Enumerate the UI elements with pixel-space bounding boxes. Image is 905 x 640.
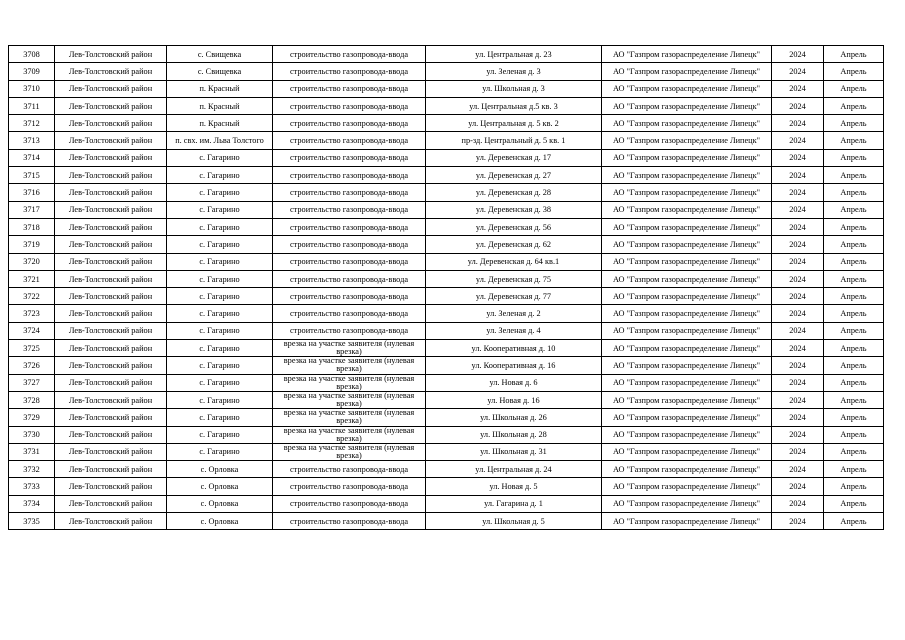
cell-month: Апрель (824, 97, 884, 114)
cell-address: ул. Деревенская д. 77 (426, 288, 602, 305)
cell-district: Лев-Толстовский район (55, 478, 167, 495)
cell-settlement: п. Красный (167, 80, 273, 97)
cell-year: 2024 (772, 495, 824, 512)
cell-organization: АО "Газпром газораспределение Липецк" (602, 322, 772, 339)
cell-row-number: 3730 (9, 426, 55, 443)
cell-district: Лев-Толстовский район (55, 201, 167, 218)
cell-address: ул. Кооперативная д. 10 (426, 340, 602, 357)
cell-year: 2024 (772, 201, 824, 218)
table-row (9, 201, 884, 218)
cell-address: ул. Зеленая д. 4 (426, 322, 602, 339)
cell-organization: АО "Газпром газораспределение Липецк" (602, 184, 772, 201)
cell-year: 2024 (772, 322, 824, 339)
cell-district: Лев-Толстовский район (55, 270, 167, 287)
cell-work-type: врезка на участке заявителя (нулевая врезка) (273, 391, 426, 408)
cell-work-type: строительство газопровода-ввода (273, 201, 426, 218)
cell-month: Апрель (824, 305, 884, 322)
cell-year: 2024 (772, 357, 824, 374)
cell-district: Лев-Толстовский район (55, 149, 167, 166)
cell-district: Лев-Толстовский район (55, 443, 167, 460)
cell-row-number: 3710 (9, 80, 55, 97)
table-row (9, 97, 884, 114)
cell-district: Лев-Толстовский район (55, 236, 167, 253)
cell-settlement: с. Гагарино (167, 184, 273, 201)
cell-settlement: с. Орловка (167, 495, 273, 512)
cell-year: 2024 (772, 478, 824, 495)
cell-settlement: с. Орловка (167, 513, 273, 530)
cell-row-number: 3724 (9, 322, 55, 339)
table-row (9, 132, 884, 149)
cell-settlement: с. Гагарино (167, 201, 273, 218)
table-row (9, 443, 884, 460)
document-page (8, 45, 884, 530)
cell-year: 2024 (772, 461, 824, 478)
table-row (9, 391, 884, 408)
cell-work-type: строительство газопровода-ввода (273, 97, 426, 114)
cell-row-number: 3716 (9, 184, 55, 201)
table-row (9, 374, 884, 391)
cell-district: Лев-Толстовский район (55, 409, 167, 426)
cell-work-type: строительство газопровода-ввода (273, 115, 426, 132)
cell-settlement: с. Гагарино (167, 357, 273, 374)
cell-address: ул. Центральная д. 24 (426, 461, 602, 478)
cell-year: 2024 (772, 270, 824, 287)
cell-month: Апрель (824, 115, 884, 132)
table-row (9, 340, 884, 357)
cell-settlement: с. Гагарино (167, 288, 273, 305)
cell-month: Апрель (824, 218, 884, 235)
cell-district: Лев-Толстовский район (55, 80, 167, 97)
cell-organization: АО "Газпром газораспределение Липецк" (602, 97, 772, 114)
cell-address: ул. Школьная д. 31 (426, 443, 602, 460)
cell-row-number: 3715 (9, 167, 55, 184)
cell-settlement: п. Красный (167, 97, 273, 114)
cell-organization: АО "Газпром газораспределение Липецк" (602, 201, 772, 218)
cell-month: Апрель (824, 391, 884, 408)
table-row (9, 218, 884, 235)
cell-month: Апрель (824, 236, 884, 253)
cell-row-number: 3726 (9, 357, 55, 374)
cell-settlement: с. Гагарино (167, 149, 273, 166)
cell-district: Лев-Толстовский район (55, 63, 167, 80)
cell-work-type: строительство газопровода-ввода (273, 253, 426, 270)
table-row (9, 270, 884, 287)
cell-address: ул. Деревенская д. 56 (426, 218, 602, 235)
cell-address: ул. Деревенская д. 17 (426, 149, 602, 166)
cell-address: ул. Новая д. 5 (426, 478, 602, 495)
cell-year: 2024 (772, 374, 824, 391)
cell-address: ул. Школьная д. 3 (426, 80, 602, 97)
cell-year: 2024 (772, 149, 824, 166)
cell-row-number: 3735 (9, 513, 55, 530)
table-row (9, 63, 884, 80)
cell-row-number: 3719 (9, 236, 55, 253)
cell-organization: АО "Газпром газораспределение Липецк" (602, 305, 772, 322)
cell-row-number: 3731 (9, 443, 55, 460)
data-table (8, 45, 884, 530)
cell-month: Апрель (824, 443, 884, 460)
cell-organization: АО "Газпром газораспределение Липецк" (602, 374, 772, 391)
cell-district: Лев-Толстовский район (55, 340, 167, 357)
cell-settlement: с. Гагарино (167, 236, 273, 253)
cell-settlement: с. Гагарино (167, 218, 273, 235)
cell-organization: АО "Газпром газораспределение Липецк" (602, 80, 772, 97)
cell-district: Лев-Толстовский район (55, 132, 167, 149)
cell-year: 2024 (772, 443, 824, 460)
cell-month: Апрель (824, 374, 884, 391)
cell-work-type: врезка на участке заявителя (нулевая врезка) (273, 426, 426, 443)
cell-organization: АО "Газпром газораспределение Липецк" (602, 288, 772, 305)
cell-year: 2024 (772, 46, 824, 63)
cell-settlement: с. Гагарино (167, 167, 273, 184)
table-row (9, 288, 884, 305)
cell-work-type: строительство газопровода-ввода (273, 63, 426, 80)
cell-organization: АО "Газпром газораспределение Липецк" (602, 46, 772, 63)
cell-work-type: строительство газопровода-ввода (273, 305, 426, 322)
cell-row-number: 3725 (9, 340, 55, 357)
cell-month: Апрель (824, 322, 884, 339)
table-row (9, 322, 884, 339)
cell-row-number: 3712 (9, 115, 55, 132)
cell-month: Апрель (824, 270, 884, 287)
cell-organization: АО "Газпром газораспределение Липецк" (602, 409, 772, 426)
table-row (9, 357, 884, 374)
cell-row-number: 3734 (9, 495, 55, 512)
cell-district: Лев-Толстовский район (55, 167, 167, 184)
cell-year: 2024 (772, 236, 824, 253)
cell-month: Апрель (824, 201, 884, 218)
cell-settlement: с. Свищевка (167, 46, 273, 63)
cell-work-type: строительство газопровода-ввода (273, 270, 426, 287)
cell-organization: АО "Газпром газораспределение Липецк" (602, 253, 772, 270)
cell-address: ул. Деревенская д. 75 (426, 270, 602, 287)
cell-district: Лев-Толстовский район (55, 374, 167, 391)
cell-row-number: 3714 (9, 149, 55, 166)
cell-settlement: с. Гагарино (167, 374, 273, 391)
cell-row-number: 3723 (9, 305, 55, 322)
cell-settlement: с. Орловка (167, 478, 273, 495)
cell-month: Апрель (824, 478, 884, 495)
cell-settlement: с. Гагарино (167, 305, 273, 322)
cell-row-number: 3720 (9, 253, 55, 270)
cell-row-number: 3713 (9, 132, 55, 149)
cell-month: Апрель (824, 149, 884, 166)
cell-year: 2024 (772, 409, 824, 426)
cell-address: ул. Школьная д. 28 (426, 426, 602, 443)
cell-district: Лев-Толстовский район (55, 461, 167, 478)
cell-settlement: с. Гагарино (167, 443, 273, 460)
table-row (9, 478, 884, 495)
cell-work-type: строительство газопровода-ввода (273, 218, 426, 235)
cell-organization: АО "Газпром газораспределение Липецк" (602, 218, 772, 235)
cell-year: 2024 (772, 340, 824, 357)
table-row (9, 46, 884, 63)
cell-month: Апрель (824, 357, 884, 374)
cell-address: ул. Деревенская д. 28 (426, 184, 602, 201)
cell-address: ул. Новая д. 6 (426, 374, 602, 391)
cell-organization: АО "Газпром газораспределение Липецк" (602, 132, 772, 149)
cell-month: Апрель (824, 461, 884, 478)
cell-row-number: 3732 (9, 461, 55, 478)
table-row (9, 461, 884, 478)
cell-row-number: 3718 (9, 218, 55, 235)
cell-organization: АО "Газпром газораспределение Липецк" (602, 340, 772, 357)
cell-organization: АО "Газпром газораспределение Липецк" (602, 115, 772, 132)
cell-work-type: строительство газопровода-ввода (273, 495, 426, 512)
cell-month: Апрель (824, 132, 884, 149)
cell-work-type: врезка на участке заявителя (нулевая врезка) (273, 340, 426, 357)
cell-district: Лев-Толстовский район (55, 322, 167, 339)
cell-address: ул. Школьная д. 5 (426, 513, 602, 530)
cell-month: Апрель (824, 253, 884, 270)
cell-settlement: п. свх. им. Льва Толстого (167, 132, 273, 149)
cell-address: ул. Деревенская д. 38 (426, 201, 602, 218)
cell-month: Апрель (824, 288, 884, 305)
cell-year: 2024 (772, 218, 824, 235)
cell-row-number: 3729 (9, 409, 55, 426)
cell-year: 2024 (772, 115, 824, 132)
cell-year: 2024 (772, 80, 824, 97)
cell-row-number: 3721 (9, 270, 55, 287)
cell-work-type: строительство газопровода-ввода (273, 132, 426, 149)
cell-address: ул. Центральная д. 5 кв. 2 (426, 115, 602, 132)
cell-year: 2024 (772, 253, 824, 270)
cell-work-type: строительство газопровода-ввода (273, 167, 426, 184)
cell-organization: АО "Газпром газораспределение Липецк" (602, 426, 772, 443)
cell-organization: АО "Газпром газораспределение Липецк" (602, 167, 772, 184)
cell-settlement: с. Гагарино (167, 322, 273, 339)
cell-work-type: строительство газопровода-ввода (273, 322, 426, 339)
cell-work-type: врезка на участке заявителя (нулевая врезка) (273, 374, 426, 391)
cell-organization: АО "Газпром газораспределение Липецк" (602, 391, 772, 408)
cell-row-number: 3709 (9, 63, 55, 80)
cell-month: Апрель (824, 63, 884, 80)
cell-settlement: п. Красный (167, 115, 273, 132)
cell-row-number: 3717 (9, 201, 55, 218)
cell-month: Апрель (824, 495, 884, 512)
cell-row-number: 3727 (9, 374, 55, 391)
cell-month: Апрель (824, 167, 884, 184)
table-row (9, 149, 884, 166)
cell-year: 2024 (772, 513, 824, 530)
cell-district: Лев-Толстовский район (55, 288, 167, 305)
table-row (9, 409, 884, 426)
cell-work-type: строительство газопровода-ввода (273, 288, 426, 305)
table-row (9, 513, 884, 530)
cell-organization: АО "Газпром газораспределение Липецк" (602, 495, 772, 512)
cell-settlement: с. Гагарино (167, 270, 273, 287)
cell-organization: АО "Газпром газораспределение Липецк" (602, 478, 772, 495)
cell-work-type: врезка на участке заявителя (нулевая врезка) (273, 409, 426, 426)
cell-year: 2024 (772, 63, 824, 80)
cell-address: ул. Деревенская д. 64 кв.1 (426, 253, 602, 270)
table-row (9, 167, 884, 184)
cell-district: Лев-Толстовский район (55, 391, 167, 408)
cell-row-number: 3733 (9, 478, 55, 495)
cell-address: ул. Гагарина д. 1 (426, 495, 602, 512)
table-row (9, 236, 884, 253)
cell-district: Лев-Толстовский район (55, 97, 167, 114)
cell-row-number: 3711 (9, 97, 55, 114)
cell-organization: АО "Газпром газораспределение Липецк" (602, 149, 772, 166)
cell-work-type: строительство газопровода-ввода (273, 236, 426, 253)
cell-work-type: врезка на участке заявителя (нулевая врезка) (273, 443, 426, 460)
cell-organization: АО "Газпром газораспределение Липецк" (602, 357, 772, 374)
table-row (9, 184, 884, 201)
cell-work-type: строительство газопровода-ввода (273, 46, 426, 63)
cell-month: Апрель (824, 513, 884, 530)
cell-year: 2024 (772, 132, 824, 149)
cell-month: Апрель (824, 340, 884, 357)
cell-district: Лев-Толстовский район (55, 495, 167, 512)
cell-district: Лев-Толстовский район (55, 426, 167, 443)
cell-settlement: с. Гагарино (167, 340, 273, 357)
cell-month: Апрель (824, 80, 884, 97)
cell-year: 2024 (772, 391, 824, 408)
cell-district: Лев-Толстовский район (55, 305, 167, 322)
table-row (9, 495, 884, 512)
cell-address: ул. Центральная д.5 кв. 3 (426, 97, 602, 114)
cell-row-number: 3708 (9, 46, 55, 63)
cell-year: 2024 (772, 184, 824, 201)
cell-month: Апрель (824, 46, 884, 63)
cell-work-type: строительство газопровода-ввода (273, 184, 426, 201)
cell-month: Апрель (824, 426, 884, 443)
cell-address: ул. Зеленая д. 3 (426, 63, 602, 80)
table-row (9, 305, 884, 322)
cell-district: Лев-Толстовский район (55, 218, 167, 235)
table-body (9, 46, 884, 530)
table-row (9, 80, 884, 97)
cell-district: Лев-Толстовский район (55, 184, 167, 201)
cell-address: ул. Деревенская д. 27 (426, 167, 602, 184)
cell-address: ул. Школьная д. 26 (426, 409, 602, 426)
cell-year: 2024 (772, 167, 824, 184)
cell-month: Апрель (824, 184, 884, 201)
cell-work-type: врезка на участке заявителя (нулевая врезка) (273, 357, 426, 374)
cell-work-type: строительство газопровода-ввода (273, 513, 426, 530)
cell-settlement: с. Гагарино (167, 391, 273, 408)
table-row (9, 253, 884, 270)
cell-district: Лев-Толстовский район (55, 253, 167, 270)
cell-organization: АО "Газпром газораспределение Липецк" (602, 443, 772, 460)
cell-organization: АО "Газпром газораспределение Липецк" (602, 270, 772, 287)
cell-year: 2024 (772, 97, 824, 114)
cell-address: ул. Деревенская д. 62 (426, 236, 602, 253)
cell-address: пр-зд. Центральный д. 5 кв. 1 (426, 132, 602, 149)
cell-address: ул. Зеленая д. 2 (426, 305, 602, 322)
cell-work-type: строительство газопровода-ввода (273, 80, 426, 97)
cell-district: Лев-Толстовский район (55, 357, 167, 374)
cell-work-type: строительство газопровода-ввода (273, 461, 426, 478)
cell-district: Лев-Толстовский район (55, 115, 167, 132)
cell-year: 2024 (772, 305, 824, 322)
cell-row-number: 3722 (9, 288, 55, 305)
cell-settlement: с. Гагарино (167, 409, 273, 426)
cell-settlement: с. Орловка (167, 461, 273, 478)
cell-organization: АО "Газпром газораспределение Липецк" (602, 461, 772, 478)
cell-address: ул. Центральная д. 23 (426, 46, 602, 63)
cell-month: Апрель (824, 409, 884, 426)
cell-year: 2024 (772, 426, 824, 443)
cell-organization: АО "Газпром газораспределение Липецк" (602, 513, 772, 530)
cell-address: ул. Кооперативная д. 16 (426, 357, 602, 374)
cell-settlement: с. Свищевка (167, 63, 273, 80)
cell-district: Лев-Толстовский район (55, 513, 167, 530)
cell-organization: АО "Газпром газораспределение Липецк" (602, 63, 772, 80)
cell-district: Лев-Толстовский район (55, 46, 167, 63)
cell-row-number: 3728 (9, 391, 55, 408)
cell-settlement: с. Гагарино (167, 253, 273, 270)
cell-year: 2024 (772, 288, 824, 305)
table-row (9, 115, 884, 132)
cell-work-type: строительство газопровода-ввода (273, 149, 426, 166)
cell-organization: АО "Газпром газораспределение Липецк" (602, 236, 772, 253)
cell-settlement: с. Гагарино (167, 426, 273, 443)
cell-address: ул. Новая д. 16 (426, 391, 602, 408)
cell-work-type: строительство газопровода-ввода (273, 478, 426, 495)
table-row (9, 426, 884, 443)
